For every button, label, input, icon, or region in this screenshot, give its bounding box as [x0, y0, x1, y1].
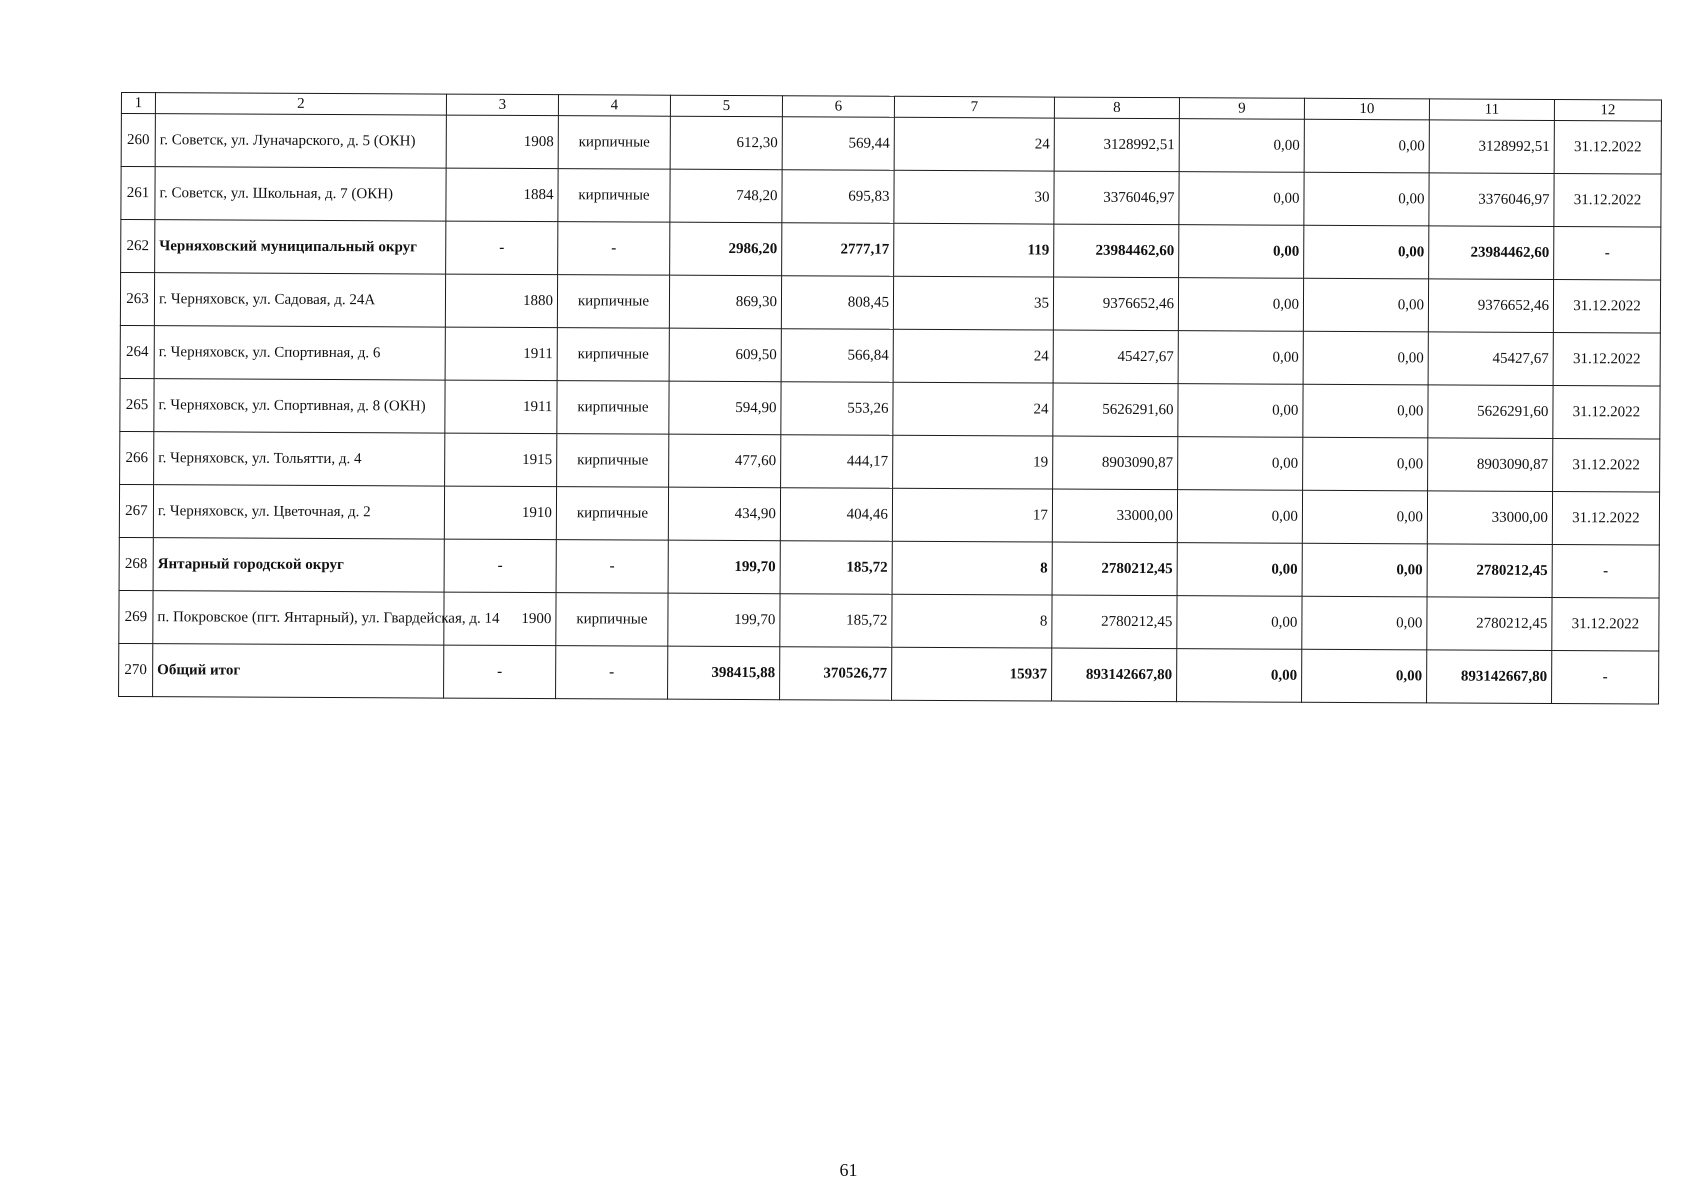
wall-material-cell: кирпичные: [557, 381, 669, 435]
col5-cell: 609,50: [669, 328, 781, 382]
table-row: [120, 325, 1660, 386]
table-row-subtotal: [119, 643, 1659, 704]
col11-cell: 2780212,45: [1427, 597, 1552, 651]
address-cell: г. Советск, ул. Луначарского, д. 5 (ОКН): [155, 114, 446, 168]
table-row: [119, 484, 1659, 545]
date-cell: 31.12.2022: [1552, 492, 1659, 546]
col6-cell: 404,46: [780, 488, 892, 542]
col9-cell: 0,00: [1179, 225, 1304, 279]
year-cell: 1911: [445, 327, 557, 381]
table-row: [120, 431, 1660, 492]
col9-cell: 0,00: [1178, 331, 1303, 385]
col10-cell: 0,00: [1303, 331, 1428, 385]
col9-cell: 0,00: [1179, 119, 1304, 173]
col8-cell: 5626291,60: [1053, 383, 1178, 437]
wall-material-cell: кирпичные: [558, 169, 670, 223]
col7-cell: 24: [893, 329, 1053, 383]
col6-cell: 370526,77: [780, 647, 892, 701]
row-number-cell: 262: [121, 220, 155, 273]
row-number-cell: 267: [119, 484, 153, 537]
housing-registry-table: [118, 92, 1662, 705]
col6-cell: 808,45: [781, 276, 893, 330]
header-cell: 9: [1179, 98, 1304, 120]
wall-material-cell: кирпичные: [556, 593, 668, 647]
col9-cell: 0,00: [1177, 490, 1302, 544]
col8-cell: 893142667,80: [1052, 648, 1177, 702]
col7-cell: 19: [893, 435, 1053, 489]
col7-cell: 30: [894, 170, 1054, 224]
header-cell: 12: [1554, 100, 1661, 122]
year-cell: 1880: [445, 274, 557, 328]
col9-cell: 0,00: [1178, 278, 1303, 332]
col7-cell: 24: [893, 382, 1053, 436]
year-cell: -: [444, 539, 556, 593]
col10-cell: 0,00: [1304, 172, 1429, 226]
col5-cell: 199,70: [668, 593, 780, 647]
header-cell: 10: [1304, 98, 1429, 120]
header-cell: 8: [1054, 97, 1179, 119]
date-cell: -: [1552, 650, 1659, 704]
year-cell: 1910: [444, 486, 556, 540]
col9-cell: 0,00: [1178, 384, 1303, 438]
col8-cell: 45427,67: [1053, 330, 1178, 384]
col5-cell: 398415,88: [668, 646, 780, 700]
table-row: [121, 167, 1661, 228]
col7-cell: 15937: [892, 647, 1052, 701]
col8-cell: 9376652,46: [1053, 277, 1178, 331]
wall-material-cell: кирпичные: [556, 487, 668, 541]
row-number-cell: 264: [120, 325, 154, 378]
address-cell: г. Черняховск, ул. Садовая, д. 24А: [154, 273, 445, 327]
col9-cell: 0,00: [1178, 437, 1303, 491]
date-cell: -: [1554, 227, 1661, 281]
col5-cell: 199,70: [668, 540, 780, 594]
col11-cell: 2780212,45: [1427, 544, 1552, 598]
address-cell: г. Черняховск, ул. Цветочная, д. 2: [153, 485, 444, 539]
date-cell: -: [1552, 545, 1659, 599]
col8-cell: 2780212,45: [1052, 595, 1177, 649]
date-cell: 31.12.2022: [1553, 439, 1660, 493]
wall-material-cell: кирпичные: [557, 434, 669, 488]
date-cell: 31.12.2022: [1553, 280, 1660, 334]
col10-cell: 0,00: [1304, 225, 1429, 279]
year-cell: 1911: [445, 380, 557, 434]
table-row-subtotal: [119, 537, 1659, 598]
col7-cell: 24: [894, 117, 1054, 171]
table-row-subtotal: [121, 220, 1661, 281]
table-row: [120, 273, 1660, 334]
col11-cell: 893142667,80: [1427, 650, 1552, 704]
col10-cell: 0,00: [1303, 437, 1428, 491]
wall-material-cell: кирпичные: [558, 116, 670, 170]
col7-cell: 17: [892, 488, 1052, 542]
date-cell: 31.12.2022: [1554, 121, 1661, 175]
address-cell: г. Советск, ул. Школьная, д. 7 (ОКН): [155, 167, 446, 221]
col11-cell: 3128992,51: [1429, 120, 1554, 174]
address-cell: г. Черняховск, ул. Тольятти, д. 4: [154, 432, 445, 486]
year-cell: -: [446, 221, 558, 275]
col9-cell: 0,00: [1177, 596, 1302, 650]
year-cell: 1908: [446, 115, 558, 169]
table-row: [120, 378, 1660, 439]
col10-cell: 0,00: [1303, 278, 1428, 332]
col5-cell: 594,90: [669, 381, 781, 435]
col6-cell: 185,72: [780, 594, 892, 648]
col6-cell: 444,17: [781, 435, 893, 489]
col5-cell: 612,30: [670, 116, 782, 170]
date-cell: 31.12.2022: [1553, 386, 1660, 440]
col11-cell: 8903090,87: [1428, 438, 1553, 492]
header-cell: 7: [894, 96, 1054, 118]
col10-cell: 0,00: [1302, 490, 1427, 544]
col10-cell: 0,00: [1303, 384, 1428, 438]
year-cell: 1884: [446, 168, 558, 222]
header-cell: 1: [121, 93, 155, 114]
address-cell: Общий итог: [153, 644, 444, 698]
date-cell: 31.12.2022: [1553, 333, 1660, 387]
table-row: [121, 114, 1661, 175]
col10-cell: 0,00: [1304, 119, 1429, 173]
address-cell: Янтарный городской округ: [153, 538, 444, 592]
wall-material-cell: -: [556, 540, 668, 594]
header-cell: 4: [558, 95, 670, 117]
col11-cell: 23984462,60: [1429, 226, 1554, 280]
col7-cell: 8: [892, 541, 1052, 595]
col5-cell: 869,30: [669, 275, 781, 329]
col6-cell: 566,84: [781, 329, 893, 383]
col11-cell: 5626291,60: [1428, 385, 1553, 439]
col8-cell: 2780212,45: [1052, 542, 1177, 596]
date-cell: 31.12.2022: [1552, 597, 1659, 651]
col8-cell: 33000,00: [1052, 489, 1177, 543]
row-number-cell: 269: [119, 590, 153, 643]
date-cell: 31.12.2022: [1554, 174, 1661, 228]
col9-cell: 0,00: [1179, 172, 1304, 226]
col5-cell: 434,90: [668, 487, 780, 541]
col6-cell: 553,26: [781, 382, 893, 436]
header-cell: 3: [446, 94, 558, 116]
col11-cell: 45427,67: [1428, 332, 1553, 386]
row-number-cell: 260: [121, 114, 155, 167]
col6-cell: 695,83: [782, 170, 894, 224]
col7-cell: 119: [894, 223, 1054, 277]
col11-cell: 3376046,97: [1429, 173, 1554, 227]
col8-cell: 3376046,97: [1054, 171, 1179, 225]
col7-cell: 35: [893, 276, 1053, 330]
row-number-cell: 270: [119, 643, 153, 696]
row-number-cell: 268: [119, 537, 153, 590]
col6-cell: 2777,17: [782, 223, 894, 277]
wall-material-cell: кирпичные: [557, 275, 669, 329]
page-number: 61: [839, 1160, 858, 1180]
col8-cell: 3128992,51: [1054, 118, 1179, 172]
col8-cell: 23984462,60: [1054, 224, 1179, 278]
header-cell: 6: [782, 96, 894, 118]
col8-cell: 8903090,87: [1053, 436, 1178, 490]
col10-cell: 0,00: [1302, 596, 1427, 650]
col6-cell: 185,72: [780, 541, 892, 595]
table-body: [119, 114, 1662, 705]
year-cell: 1915: [445, 433, 557, 487]
header-cell: 2: [155, 93, 446, 115]
wall-material-cell: кирпичные: [557, 328, 669, 382]
year-cell: 1900: [444, 592, 556, 646]
wall-material-cell: -: [558, 222, 670, 276]
row-number-cell: 266: [120, 431, 154, 484]
col6-cell: 569,44: [782, 117, 894, 171]
col11-cell: 9376652,46: [1428, 279, 1553, 333]
wall-material-cell: -: [556, 646, 668, 700]
address-cell: г. Черняховск, ул. Спортивная, д. 6: [154, 326, 445, 380]
header-cell: 11: [1429, 99, 1554, 121]
table-row: [119, 590, 1659, 651]
address-cell: г. Черняховск, ул. Спортивная, д. 8 (ОКН): [154, 379, 445, 433]
col7-cell: 8: [892, 594, 1052, 648]
row-number-cell: 263: [120, 273, 154, 326]
address-cell: п. Покровское (пгт. Янтарный), ул. Гвардейская, д. 14: [153, 591, 444, 645]
row-number-cell: 261: [121, 167, 155, 220]
address-cell: Черняховский муниципальный округ: [155, 220, 446, 274]
col10-cell: 0,00: [1302, 649, 1427, 703]
header-cell: 5: [670, 95, 782, 117]
col5-cell: 2986,20: [670, 222, 782, 276]
col5-cell: 748,20: [670, 169, 782, 223]
col5-cell: 477,60: [669, 434, 781, 488]
col11-cell: 33000,00: [1427, 491, 1552, 545]
col9-cell: 0,00: [1177, 543, 1302, 597]
year-cell: -: [444, 645, 556, 699]
col9-cell: 0,00: [1177, 649, 1302, 703]
col10-cell: 0,00: [1302, 543, 1427, 597]
row-number-cell: 265: [120, 378, 154, 431]
